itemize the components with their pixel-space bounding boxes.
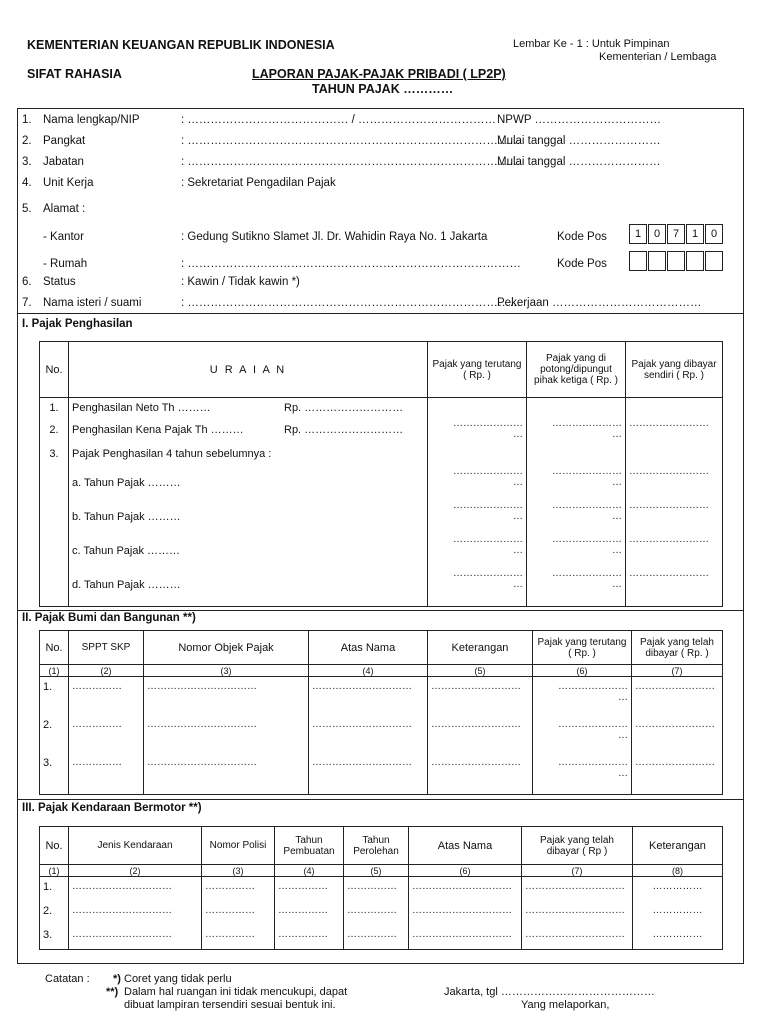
dots: ………………… bbox=[552, 500, 622, 511]
home-postal-label: Kode Pos bbox=[557, 258, 607, 270]
form-title: LAPORAN PAJAK-PAJAK PRIBADI ( LP2P) bbox=[252, 67, 506, 81]
dots: …………………………… bbox=[147, 681, 257, 692]
dots: … bbox=[513, 429, 523, 440]
col-num: (7) bbox=[522, 865, 633, 877]
dots: …………………… bbox=[629, 534, 709, 545]
dots: … bbox=[612, 429, 622, 440]
home-label: - Rumah bbox=[43, 258, 88, 270]
col-num: (3) bbox=[144, 665, 309, 677]
row-no: 2. bbox=[49, 424, 59, 436]
dots: ………………… bbox=[552, 466, 622, 477]
year-row-d[interactable]: d. Tahun Pajak ……… bbox=[72, 579, 181, 591]
dots: ………………… bbox=[453, 500, 523, 511]
dots: ………………… bbox=[552, 534, 622, 545]
col-num: (5) bbox=[428, 665, 533, 677]
row-no: 3. bbox=[49, 448, 59, 460]
dots: …………………… bbox=[629, 568, 709, 579]
dots: ………………………… bbox=[72, 905, 172, 916]
col-num: (5) bbox=[344, 865, 409, 877]
col-polisi: Nomor Polisi bbox=[202, 827, 275, 865]
col-keterangan: Keterangan bbox=[633, 827, 723, 865]
dots: ………………………… bbox=[525, 929, 625, 940]
jenis-cell[interactable] bbox=[69, 877, 202, 950]
divider bbox=[17, 313, 744, 314]
table-row bbox=[40, 398, 69, 607]
col-num: (7) bbox=[632, 665, 723, 677]
keterangan-cell[interactable] bbox=[428, 677, 533, 795]
section-2-title: II. Pajak Bumi dan Bangunan **) bbox=[22, 612, 196, 624]
dots: …………………… bbox=[635, 719, 715, 730]
confidential-label: SIFAT RAHASIA bbox=[27, 67, 122, 81]
col-atas-nama: Atas Nama bbox=[409, 827, 522, 865]
position-field[interactable]: : …………………………………………………………………………… bbox=[181, 156, 521, 168]
dots: … bbox=[513, 477, 523, 488]
dots: …………… bbox=[347, 881, 397, 892]
note-2a: Dalam hal ruangan ini tidak mencukupi, dapat bbox=[124, 986, 348, 998]
dots: …………… bbox=[72, 757, 122, 768]
col-perolehan: Tahun Perolehan bbox=[344, 827, 409, 865]
dots: …………………… bbox=[635, 757, 715, 768]
col-num: (6) bbox=[409, 865, 522, 877]
col-dibayar: Pajak yang telah dibayar ( Rp. ) bbox=[632, 631, 723, 665]
r3-no: 3. bbox=[22, 156, 32, 168]
dots: …………… bbox=[205, 905, 255, 916]
r7-label: Nama isteri / suami bbox=[43, 297, 142, 309]
dots: …………… bbox=[72, 681, 122, 692]
postal-digit-empty bbox=[667, 251, 685, 271]
col-dibayar: Pajak yang telah dibayar ( Rp ) bbox=[522, 827, 633, 865]
col-keterangan: Keterangan bbox=[428, 631, 533, 665]
col-sppt: SPPT SKP bbox=[69, 631, 144, 665]
dots: ………………… bbox=[453, 534, 523, 545]
row-no: 1. bbox=[49, 402, 59, 414]
dots: ………………… bbox=[453, 418, 523, 429]
col-no: No. bbox=[40, 827, 69, 865]
sppt-cell[interactable] bbox=[69, 677, 144, 795]
row-amount[interactable]: Rp. ……………………… bbox=[284, 402, 404, 414]
col-num: (3) bbox=[202, 865, 275, 877]
atas-nama-cell[interactable] bbox=[309, 677, 428, 795]
dots: ………………………… bbox=[412, 881, 512, 892]
dots: …………………… bbox=[629, 500, 709, 511]
dots: …………… bbox=[652, 905, 703, 916]
note-1-mark: *) bbox=[113, 973, 121, 985]
col-terutang: Pajak yang terutang ( Rp. ) bbox=[428, 342, 527, 398]
divider bbox=[17, 799, 744, 800]
note-2b: dibuat lampiran tersendiri sesuai bentuk ini. bbox=[124, 999, 336, 1011]
dots: …………………… bbox=[635, 681, 715, 692]
tax-year: TAHUN PAJAK ………… bbox=[312, 82, 454, 96]
col-jenis: Jenis Kendaraan bbox=[69, 827, 202, 865]
row-no: 3. bbox=[43, 929, 53, 941]
dots: ………………… bbox=[552, 418, 622, 429]
year-row-b[interactable]: b. Tahun Pajak ……… bbox=[72, 511, 181, 523]
dots: … bbox=[513, 579, 523, 590]
dots: … bbox=[618, 692, 628, 703]
col-num: (1) bbox=[40, 665, 69, 677]
r1-no: 1. bbox=[22, 114, 32, 126]
note-1: Coret yang tidak perlu bbox=[124, 973, 232, 985]
dots: …………… bbox=[347, 905, 397, 916]
divider bbox=[17, 610, 744, 611]
r2-label: Pangkat bbox=[43, 135, 86, 147]
dots: …………… bbox=[278, 881, 328, 892]
work-unit-field[interactable]: : Sekretariat Pengadilan Pajak bbox=[181, 177, 336, 189]
terutang-cell[interactable] bbox=[533, 677, 632, 795]
row-text: Penghasilan Neto Th ……… bbox=[72, 402, 211, 414]
row-amount[interactable]: Rp. ……………………… bbox=[284, 424, 404, 436]
dots: ………………………… bbox=[525, 881, 625, 892]
dots: ………………………… bbox=[412, 905, 512, 916]
dots: …………… bbox=[347, 929, 397, 940]
dots: ………………………… bbox=[72, 881, 172, 892]
r2-no: 2. bbox=[22, 135, 32, 147]
postal-digit: 0 bbox=[648, 224, 666, 244]
pembuatan-cell[interactable] bbox=[275, 877, 344, 950]
dots: … bbox=[612, 545, 622, 556]
postal-digit: 1 bbox=[686, 224, 704, 244]
dots: …………… bbox=[652, 929, 703, 940]
dots: ……………………… bbox=[431, 757, 521, 768]
postal-digit-empty bbox=[648, 251, 666, 271]
col-terutang: Pajak yang terutang ( Rp. ) bbox=[533, 631, 632, 665]
postal-digit: 1 bbox=[629, 224, 647, 244]
dots: ………………………… bbox=[312, 719, 412, 730]
col-no: No. bbox=[40, 342, 69, 398]
rank-date-field[interactable]: Mulai tanggal …………………… bbox=[497, 135, 661, 147]
r6-no: 6. bbox=[22, 276, 32, 288]
sheet-line-1: Lembar Ke - 1 : Untuk Pimpinan bbox=[513, 38, 670, 50]
spouse-job-field[interactable]: Pekerjaan ………………………………… bbox=[497, 297, 702, 309]
postal-digit: 7 bbox=[667, 224, 685, 244]
reporter-label: Yang melaporkan, bbox=[521, 999, 610, 1011]
name-nip-field[interactable]: : …………………………………… / ……………………………… bbox=[181, 114, 496, 126]
r7-no: 7. bbox=[22, 297, 32, 309]
dots: ………………………… bbox=[312, 681, 412, 692]
dots: ………………… bbox=[558, 719, 628, 730]
dots: ……………………… bbox=[431, 681, 521, 692]
dots: ……………………… bbox=[431, 719, 521, 730]
nop-cell[interactable] bbox=[144, 677, 309, 795]
postal-digit: 0 bbox=[705, 224, 723, 244]
property-tax-table bbox=[39, 630, 723, 795]
terutang-cell[interactable] bbox=[428, 398, 527, 607]
dots: …………… bbox=[205, 881, 255, 892]
col-num: (2) bbox=[69, 865, 202, 877]
note-2-mark: **) bbox=[106, 986, 119, 998]
dots: ………………… bbox=[558, 681, 628, 692]
dots: ………………………… bbox=[72, 929, 172, 940]
r1-label: Nama lengkap/NIP bbox=[43, 114, 140, 126]
sheet-line-2: Kementerian / Lembaga bbox=[599, 51, 717, 63]
col-nop: Nomor Objek Pajak bbox=[144, 631, 309, 665]
col-num: (8) bbox=[633, 865, 723, 877]
home-address-field[interactable]: : …………………………………………………………………………… bbox=[181, 258, 521, 270]
perolehan-cell[interactable] bbox=[344, 877, 409, 950]
office-address-field[interactable]: : Gedung Sutikno Slamet Jl. Dr. Wahidin Raya No. 1 Jakarta bbox=[181, 231, 488, 243]
polisi-cell[interactable] bbox=[202, 877, 275, 950]
dots: ………………… bbox=[453, 466, 523, 477]
dots: …………………… bbox=[629, 418, 709, 429]
dots: …………… bbox=[278, 929, 328, 940]
col-pembuatan: Tahun Pembuatan bbox=[275, 827, 344, 865]
table-row bbox=[40, 677, 69, 795]
dots: ………………… bbox=[552, 568, 622, 579]
year-row-c[interactable]: c. Tahun Pajak ……… bbox=[72, 545, 181, 557]
dots: …………………… bbox=[629, 466, 709, 477]
section-3-title: III. Pajak Kendaraan Bermotor **) bbox=[22, 802, 202, 814]
r5-label: Alamat : bbox=[43, 203, 86, 215]
dipotong-cell[interactable] bbox=[527, 398, 626, 607]
postal-digit-empty bbox=[705, 251, 723, 271]
dots: … bbox=[618, 730, 628, 741]
spouse-name-field[interactable]: : …………………………………………………………………………… bbox=[181, 297, 521, 309]
dots: …………………………… bbox=[147, 757, 257, 768]
row-no: 1. bbox=[43, 881, 53, 893]
marital-status-field[interactable]: : Kawin / Tidak kawin *) bbox=[181, 276, 300, 288]
r4-no: 4. bbox=[22, 177, 32, 189]
dots: ………………… bbox=[558, 757, 628, 768]
notes-label: Catatan : bbox=[45, 973, 90, 985]
npwp-field[interactable]: NPWP …………………………… bbox=[497, 114, 661, 126]
row-text: Pajak Penghasilan 4 tahun sebelumnya : bbox=[72, 448, 272, 460]
dots: …………… bbox=[72, 719, 122, 730]
col-num: (6) bbox=[533, 665, 632, 677]
sendiri-cell[interactable] bbox=[626, 398, 723, 607]
col-num: (4) bbox=[275, 865, 344, 877]
dots: …………………………… bbox=[147, 719, 257, 730]
row-no: 2. bbox=[43, 905, 53, 917]
postal-digit-empty bbox=[686, 251, 704, 271]
rank-field[interactable]: : …………………………………………………………………………… bbox=[181, 135, 521, 147]
position-date-field[interactable]: Mulai tanggal …………………… bbox=[497, 156, 661, 168]
row-no: 2. bbox=[43, 719, 53, 731]
keterangan-cell[interactable] bbox=[633, 877, 723, 950]
section-1-title: I. Pajak Penghasilan bbox=[22, 318, 133, 330]
row-no: 3. bbox=[43, 757, 53, 769]
vehicle-tax-table bbox=[39, 826, 723, 950]
dibayar-cell[interactable] bbox=[522, 877, 633, 950]
r6-label: Status bbox=[43, 276, 76, 288]
signing-place-date[interactable]: Jakarta, tgl …………………………………… bbox=[444, 986, 655, 998]
office-postal-label: Kode Pos bbox=[557, 231, 607, 243]
dots: ………………………… bbox=[312, 757, 412, 768]
col-num: (1) bbox=[40, 865, 69, 877]
row-no: 1. bbox=[43, 681, 53, 693]
dibayar-cell[interactable] bbox=[632, 677, 723, 795]
uraian-cell bbox=[69, 398, 428, 607]
dots: …………… bbox=[205, 929, 255, 940]
dots: ………………………… bbox=[525, 905, 625, 916]
col-dipotong: Pajak yang di potong/dipungut pihak ketiga ( Rp. ) bbox=[527, 342, 626, 398]
r5-no: 5. bbox=[22, 203, 32, 215]
dots: ………………… bbox=[453, 568, 523, 579]
col-atas-nama: Atas Nama bbox=[309, 631, 428, 665]
col-sendiri: Pajak yang dibayar sendiri ( Rp. ) bbox=[626, 342, 723, 398]
col-num: (4) bbox=[309, 665, 428, 677]
r4-label: Unit Kerja bbox=[43, 177, 94, 189]
dots: … bbox=[618, 768, 628, 779]
r3-label: Jabatan bbox=[43, 156, 84, 168]
table-row bbox=[40, 877, 69, 950]
postal-digit-empty bbox=[629, 251, 647, 271]
ministry-title: KEMENTERIAN KEUANGAN REPUBLIK INDONESIA bbox=[27, 38, 335, 52]
dots: …………… bbox=[278, 905, 328, 916]
dots: … bbox=[612, 511, 622, 522]
row-text: Penghasilan Kena Pajak Th ……… bbox=[72, 424, 244, 436]
col-uraian: U R A I A N bbox=[69, 342, 428, 398]
dots: … bbox=[513, 545, 523, 556]
year-row-a[interactable]: a. Tahun Pajak ……… bbox=[72, 477, 181, 489]
dots: … bbox=[612, 579, 622, 590]
col-no: No. bbox=[40, 631, 69, 665]
dots: ………………………… bbox=[412, 929, 512, 940]
office-label: - Kantor bbox=[43, 231, 84, 243]
dots: … bbox=[513, 511, 523, 522]
dots: … bbox=[612, 477, 622, 488]
income-tax-table bbox=[39, 341, 723, 607]
col-num: (2) bbox=[69, 665, 144, 677]
dots: …………… bbox=[652, 881, 703, 892]
atas-nama-cell[interactable] bbox=[409, 877, 522, 950]
